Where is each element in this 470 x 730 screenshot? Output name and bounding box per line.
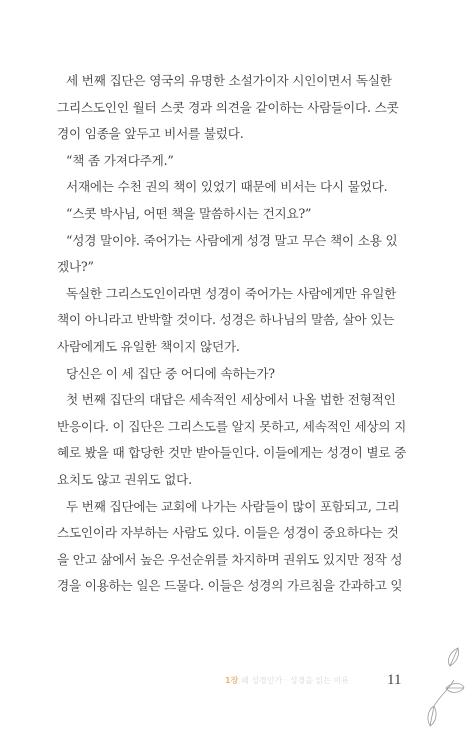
text-line: 사람에게도 유일한 책이지 않던가. [57, 338, 240, 354]
text-line: “성경 말이야. 죽어가는 사람에게 성경 말고 무슨 책이 소용 있 [66, 232, 398, 248]
page-footer [225, 672, 425, 692]
text-line: 첫 번째 집단의 대답은 세속적인 세상에서 나올 법한 전형적인 [66, 392, 396, 408]
text-line: 혜로 봤을 때 합당한 것만 받아들인다. 이들에게는 성경이 별로 중 [57, 445, 407, 461]
text-line: “스콧 박사님, 어떤 책을 말씀하시는 건지요?” [66, 205, 312, 221]
text-line: 을 안고 삶에서 높은 우선순위를 차지하며 권위도 있지만 정작 성 [57, 551, 403, 567]
leaf-decoration-icon [420, 630, 470, 730]
text-line: “책 좀 가져다주게.” [66, 152, 174, 168]
text-line: 세 번째 집단은 영국의 유명한 소설가이자 시인이면서 독실한 [66, 73, 392, 88]
text-line: 두 번째 집단에는 교회에 나가는 사람들이 많이 포함되고, 그리 [66, 498, 400, 514]
text-line: 스도인이라 자부하는 사람도 있다. 이들은 성경이 중요하다는 것 [57, 525, 399, 541]
text-line: 경을 이용하는 일은 드물다. 이들은 성경의 가르침을 간과하고 잊 [57, 578, 403, 594]
text-line: 겠나?” [57, 259, 94, 275]
running-title: 왜 성경인가 · 성경을 읽는 이유 [241, 676, 349, 685]
body-text [57, 68, 415, 600]
chapter-label: 1장 [225, 676, 239, 685]
text-line: 반응이다. 이 집단은 그리스도를 알지 못하고, 세속적인 세상의 지 [57, 418, 407, 434]
text-line: 요치도 않고 권위도 없다. [57, 471, 192, 487]
text-line: 책이 아니라고 반박할 것이다. 성경은 하나님의 말씀, 살아 있는 [57, 312, 395, 328]
text-line: 서재에는 수천 권의 책이 있었기 때문에 비서는 다시 물었다. [66, 179, 388, 195]
text-line: 독실한 그리스도인이라면 성경이 죽어가는 사람에게만 유일한 [66, 285, 397, 301]
text-line: 당신은 이 세 집단 중 어디에 속하는가? [66, 365, 275, 381]
text-line: 경이 임종을 앞두고 비서를 불렀다. [57, 126, 244, 142]
text-line: 그리스도인인 월터 스콧 경과 의견을 같이하는 사람들이다. 스콧 [57, 99, 399, 115]
page-number: 11 [387, 672, 402, 688]
